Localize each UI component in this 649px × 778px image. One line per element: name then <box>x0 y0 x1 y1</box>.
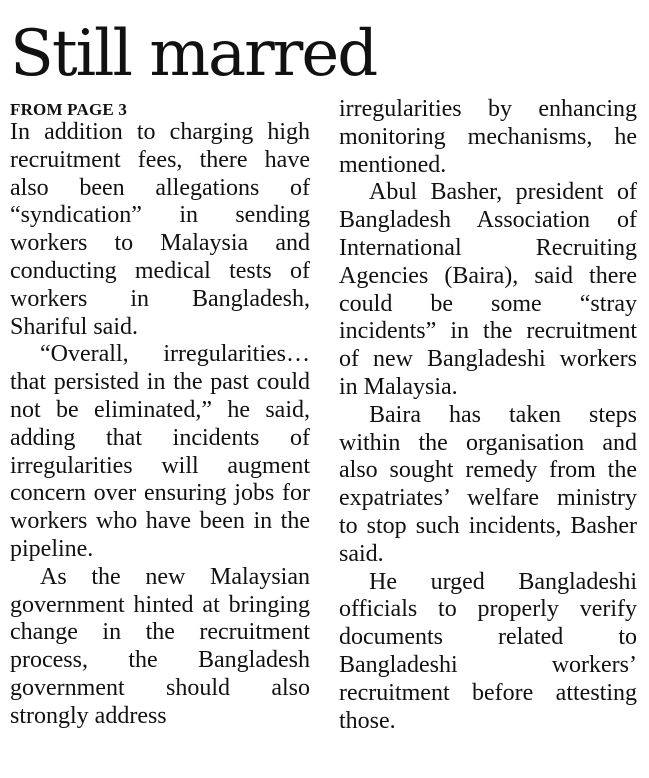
article-paragraph-1: In addition to charging high recruitment fees, there have also been allegations of “syndication” in sending workers to Malaysia and conducting medical tests of workers in Bangladesh, Shariful said. <box>10 119 310 340</box>
article-column-left <box>10 98 310 731</box>
article-paragraph-2: “Overall, irregularities… that persisted in the past could not be eliminated,” he said, adding that incidents of irregularities will augment concern over ensuring jobs for workers who have been in the pipeline. <box>10 341 310 562</box>
article-column-right <box>339 96 637 735</box>
article-paragraph-3-end: irregularities by enhancing monitoring mechanisms, he mentioned. <box>339 96 637 178</box>
article-paragraph-3-start: As the new Malaysian government hinted at bringing change in the recruitment process, the Bangladesh government should also strongly address <box>10 563 310 729</box>
article-paragraph-5: Baira has taken steps within the organisation and also sought remedy from the expatriates’ welfare ministry to stop such incidents, Basher said. <box>339 401 637 567</box>
article-headline: Still marred <box>10 17 377 91</box>
continuation-kicker: FROM PAGE 3 <box>10 100 128 119</box>
article-paragraph-6: He urged Bangladeshi officials to properly verify documents related to Bangladeshi workers’ recruitment before attesting those. <box>339 568 637 734</box>
article-paragraph-4: Abul Basher, president of Bangladesh Association of International Recruiting Agencies (Baira), said there could be some “stray incidents” in the recruitment of new Bangladeshi workers in Malaysia. <box>339 179 637 400</box>
